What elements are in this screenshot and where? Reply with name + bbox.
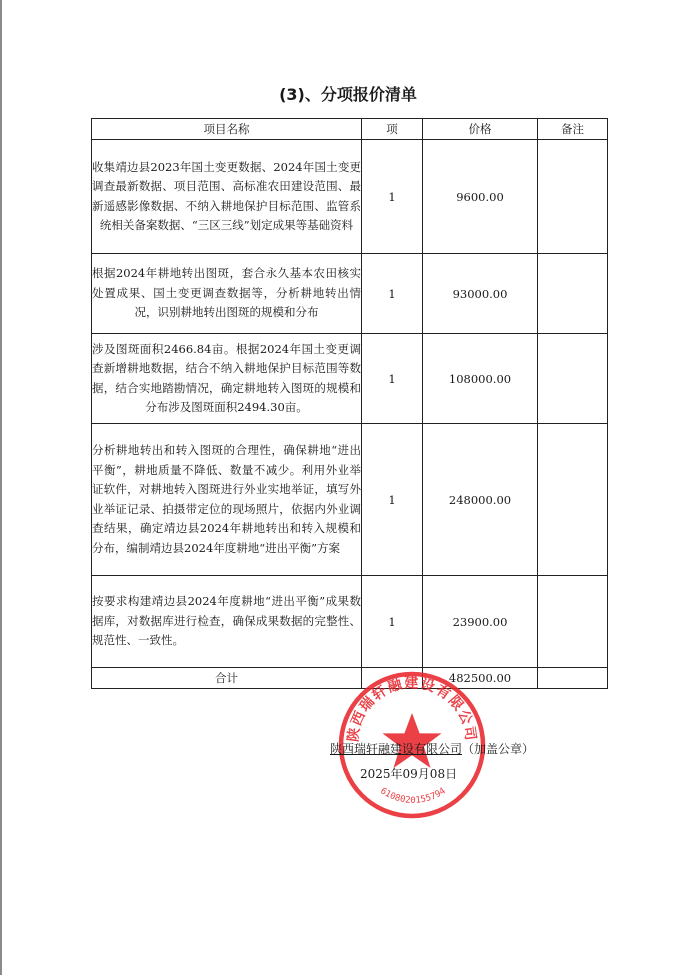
- header-note: 备注: [538, 119, 608, 140]
- row-note: [538, 576, 608, 668]
- row-note: [538, 254, 608, 334]
- row-description: 按要求构建靖边县2024年度耕地“进出平衡”成果数据库，对数据库进行检查，确保成果数据的完整性、规范性、一致性。: [92, 576, 362, 668]
- table-row: [92, 576, 608, 668]
- row-price: 23900.00: [423, 576, 538, 668]
- row-note: [538, 140, 608, 254]
- row-qty: 1: [362, 254, 423, 334]
- company-signature-line: [330, 740, 534, 757]
- total-label: 合计: [92, 668, 362, 689]
- company-name: 陕西瑞轩融建设有限公司: [330, 742, 463, 756]
- row-price: 108000.00: [423, 334, 538, 424]
- stamp-note: （加盖公章）: [462, 742, 535, 756]
- row-description: 根据2024年耕地转出图斑，套合永久基本农田核实处置成果、国土变更调查数据等，分析耕地转出情况，识别耕地转出图斑的规模和分布: [92, 254, 362, 334]
- table-row: [92, 334, 608, 424]
- total-value: 482500.00: [423, 668, 538, 689]
- row-qty: 1: [362, 334, 423, 424]
- row-note: [538, 334, 608, 424]
- header-qty: 项: [362, 119, 423, 140]
- table-row: [92, 254, 608, 334]
- row-description: 分析耕地转出和转入图斑的合理性，确保耕地“进出平衡”，耕地质量不降低、数量不减少。利用外业举证软件，对耕地转入图斑进行外业实地举证，填写外业举证记录、拍摄带定位的现场照片，依据内外业调查结果，确定靖边县2024年耕地转出和转入规模和分布，编制靖边县2024年度耕地“进出平衡”方案: [92, 424, 362, 576]
- row-qty: 1: [362, 140, 423, 254]
- table-row: [92, 424, 608, 576]
- header-item-name: 项目名称: [92, 119, 362, 140]
- row-price: 9600.00: [423, 140, 538, 254]
- header-price: 价格: [423, 119, 538, 140]
- seal-code-text: 6108020155794: [378, 786, 448, 806]
- row-description: 涉及图斑面积2466.84亩。根据2024年国土变更调查新增耕地数据，结合不纳入耕地保护目标范围等数据，结合实地踏勘情况，确定耕地转入图斑的规模和分布涉及图斑面积2494.30亩。: [92, 334, 362, 424]
- total-note-empty: [538, 668, 608, 689]
- sign-date: 2025年09月08日: [360, 767, 458, 781]
- row-description: 收集靖边县2023年国土变更数据、2024年国土变更调查最新数据、项目范围、高标准农田建设范围、最新遥感影像数据、不纳入耕地保护目标范围、监管系统相关备案数据、“三区三线”划定成果等基础资料: [92, 140, 362, 254]
- row-qty: 1: [362, 576, 423, 668]
- seal-company-text: 陕西瑞轩融建设有限公司: [345, 675, 479, 743]
- table-row: [92, 140, 608, 254]
- quote-table: [91, 118, 608, 689]
- page-title: (3)、分项报价清单: [279, 85, 417, 104]
- row-note: [538, 424, 608, 576]
- row-qty: 1: [362, 424, 423, 576]
- table-header-row: [92, 119, 608, 140]
- row-price: 93000.00: [423, 254, 538, 334]
- page-left-rule: [0, 0, 2, 975]
- row-price: 248000.00: [423, 424, 538, 576]
